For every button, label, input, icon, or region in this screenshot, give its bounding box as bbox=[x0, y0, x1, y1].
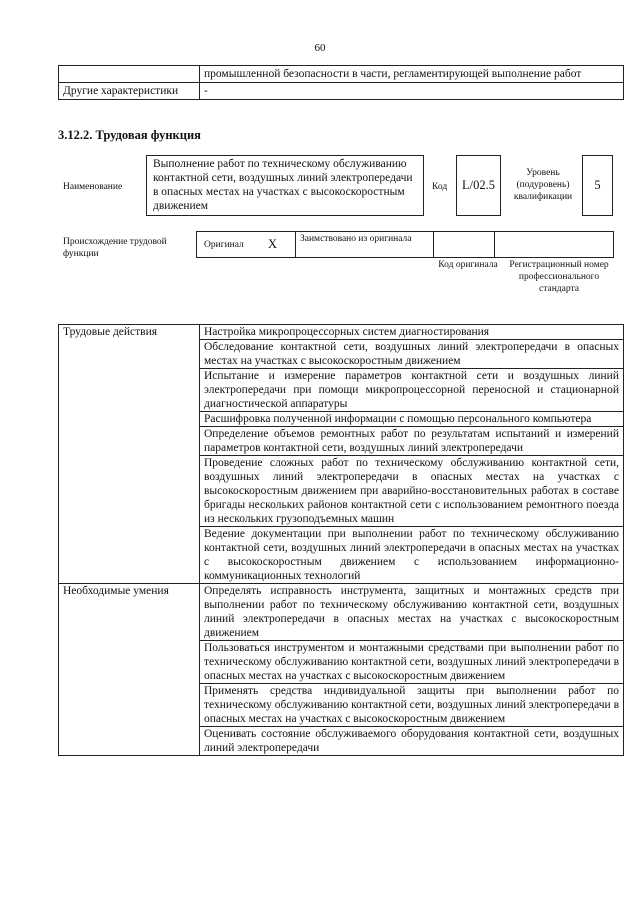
section-item: Испытание и измерение параметров контактной сети и воздушных линий электропередачи при помощи микропроцессорной переносной и стационарной диагностической аппаратуры bbox=[200, 369, 624, 412]
function-name-box: Выполнение работ по техническому обслуживанию контактной сети, воздушных линий электропередачи в опасных местах на участках с высокоскоростным движением bbox=[146, 155, 424, 216]
section-item: Определение объемов ремонтных работ по результатам испытаний и измерений параметров контактной сети, воздушных линий электропередачи bbox=[200, 427, 624, 456]
section-item: Обследование контактной сети, воздушных линий электропередачи в опасных местах на участках с высокоскоростным движением bbox=[200, 340, 624, 369]
empty-cell bbox=[59, 66, 200, 83]
reg-number-cell bbox=[495, 232, 613, 257]
function-details-table bbox=[58, 324, 624, 756]
reg-number-caption: Регистрационный номер профессионального стандарта bbox=[509, 260, 609, 294]
code-origin-caption: Код оригинала bbox=[438, 260, 498, 270]
table-row bbox=[59, 66, 624, 83]
code-box: L/02.5 bbox=[456, 155, 501, 216]
section-item: Настройка микропроцессорных систем диагностирования bbox=[200, 325, 624, 340]
original-label: Оригинал bbox=[204, 240, 244, 250]
top-continuation-table bbox=[58, 65, 624, 100]
original-cell bbox=[197, 232, 296, 257]
other-characteristics-value: - bbox=[200, 83, 624, 100]
section-item: Проведение сложных работ по техническому обслуживанию контактной сети, воздушных линий электропередачи в опасных местах на участках с высокоскоростным движением при аварийно-восстановительных работах в составе бригады нескольких районов контактной сети с использованием ремонтного поезда из нескольких грузоподъемных машин bbox=[200, 456, 624, 527]
section-item: Применять средства индивидуальной защиты при выполнении работ по техническому обслуживанию контактной сети, воздушных линий электропередачи в опасных местах на участках с высокоскоростным движением bbox=[200, 684, 624, 727]
table-row bbox=[59, 325, 624, 340]
table-row bbox=[59, 83, 624, 100]
section-item: Ведение документации при выполнении работ по техническому обслуживанию контактной сети, воздушных линий электропередачи в опасных местах на участках с высокоскоростным движением с использованием информационно-коммуникационных технологий bbox=[200, 527, 624, 584]
section-item: Расшифровка полученной информации с помощью персонального компьютера bbox=[200, 412, 624, 427]
code-origin-cell bbox=[434, 232, 495, 257]
requirements-text: промышленной безопасности в части, регламентирующей выполнение работ bbox=[200, 66, 624, 83]
origin-row bbox=[196, 231, 614, 258]
section-item: Пользоваться инструментом и монтажными средствами при выполнении работ по техническому обслуживанию контактной сети, воздушных линий электропередачи в опасных местах на участках с высокоскоростным движением bbox=[200, 641, 624, 684]
page-number: 60 bbox=[314, 42, 326, 54]
name-label: Наименование bbox=[63, 182, 123, 192]
origin-label: Происхождение трудовой функции bbox=[63, 237, 167, 259]
section-heading: Трудовые действия bbox=[59, 325, 200, 584]
section-item: Определять исправность инструмента, защитных и монтажных средств при выполнении работ по техническому обслуживанию контактной сети, воздушных линий электропередачи в опасных местах на участках с высокоскоростным движением bbox=[200, 584, 624, 641]
table-row bbox=[59, 584, 624, 641]
section-title: 3.12.2. Трудовая функция bbox=[58, 128, 201, 142]
borrowed-cell: Заимствовано из оригинала bbox=[296, 232, 434, 257]
level-label: Уровень (подуровень) квалификации bbox=[513, 168, 573, 202]
level-box: 5 bbox=[582, 155, 613, 216]
section-heading: Необходимые умения bbox=[59, 584, 200, 756]
code-label: Код bbox=[432, 182, 448, 192]
other-characteristics-label: Другие характеристики bbox=[59, 83, 200, 100]
original-mark: X bbox=[268, 237, 278, 251]
section-item: Оценивать состояние обслуживаемого оборудования контактной сети, воздушных линий электропередачи bbox=[200, 727, 624, 756]
